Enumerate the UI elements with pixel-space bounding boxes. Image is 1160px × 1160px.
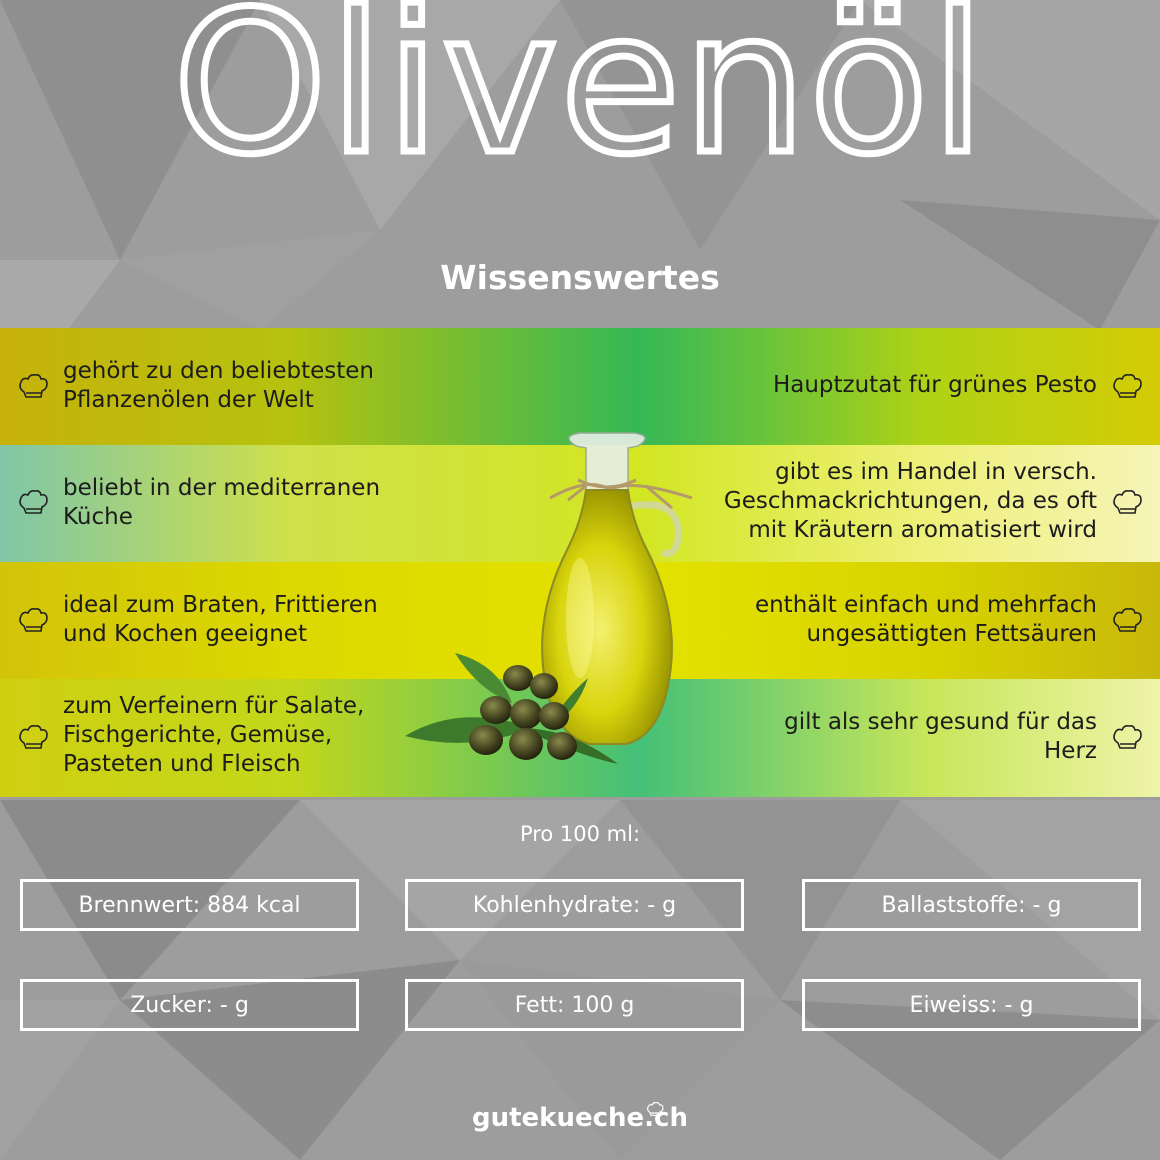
fact-right-4-line-1: gilt als sehr gesund für das — [784, 709, 1097, 735]
fact-right-3-line-1: enthält einfach und mehrfach — [754, 592, 1097, 618]
fact-right-2-line-2: Geschmackrichtungen, da es oft — [723, 488, 1097, 514]
chef-hat-icon — [17, 488, 49, 516]
nutrition-heading: Pro 100 ml: — [519, 822, 641, 846]
fact-left-4-line-1: zum Verfeinern für Salate, — [63, 693, 365, 719]
fact-right-2 — [724, 458, 1097, 545]
fact-left-3 — [63, 591, 378, 649]
chef-hat-icon — [1111, 372, 1143, 400]
nutrition-box-carbs: Kohlenhydrate: - g — [405, 879, 744, 931]
fact-right-3-line-2: ungesättigten Fettsäuren — [806, 621, 1097, 647]
fact-left-2-line-2: Küche — [63, 504, 133, 530]
nutrition-box-energy: Brennwert: 884 kcal — [20, 879, 359, 931]
fact-left-4-line-3: Pasteten und Fleisch — [63, 751, 301, 777]
fact-right-3 — [755, 591, 1097, 649]
chef-hat-icon — [1111, 723, 1143, 751]
chef-hat-icon — [645, 1101, 665, 1117]
nutrition-box-fat: Fett: 100 g — [405, 979, 744, 1031]
fact-left-4 — [63, 692, 364, 779]
chef-hat-icon — [1111, 606, 1143, 634]
section-subtitle: Wissenswertes — [440, 258, 720, 297]
fact-left-3-line-2: und Kochen geeignet — [63, 621, 307, 647]
fact-left-3-line-1: ideal zum Braten, Frittieren — [63, 592, 378, 618]
fact-right-2-line-1: gibt es im Handel in versch. — [775, 459, 1097, 485]
chef-hat-icon — [17, 606, 49, 634]
fact-right-4 — [784, 708, 1097, 766]
fact-left-2-line-1: beliebt in der mediterranen — [63, 475, 381, 501]
fact-right-2-line-3: mit Kräutern aromatisiert wird — [748, 517, 1097, 543]
fact-right-1 — [773, 371, 1097, 400]
fact-right-1-line-1: Hauptzutat für grünes Pesto — [772, 372, 1097, 398]
footer-logo-text: gutekueche.ch — [472, 1103, 688, 1133]
fact-left-1-line-2: Pflanzenölen der Welt — [63, 387, 314, 413]
fact-left-2 — [63, 474, 380, 532]
nutrition-box-fiber: Ballaststoffe: - g — [802, 879, 1141, 931]
chef-hat-icon — [17, 723, 49, 751]
nutrition-box-protein: Eiweiss: - g — [802, 979, 1141, 1031]
page-title: Olivenöl — [172, 0, 988, 198]
nutrition-box-sugar: Zucker: - g — [20, 979, 359, 1031]
chef-hat-icon — [17, 372, 49, 400]
olive-oil-bottle-illustration — [400, 428, 700, 773]
fact-left-4-line-2: Fischgerichte, Gemüse, — [63, 722, 333, 748]
fact-right-4-line-2: Herz — [1044, 738, 1097, 764]
fact-left-1 — [63, 357, 374, 415]
fact-left-1-line-1: gehört zu den beliebtesten — [63, 358, 374, 384]
chef-hat-icon — [1111, 488, 1143, 516]
